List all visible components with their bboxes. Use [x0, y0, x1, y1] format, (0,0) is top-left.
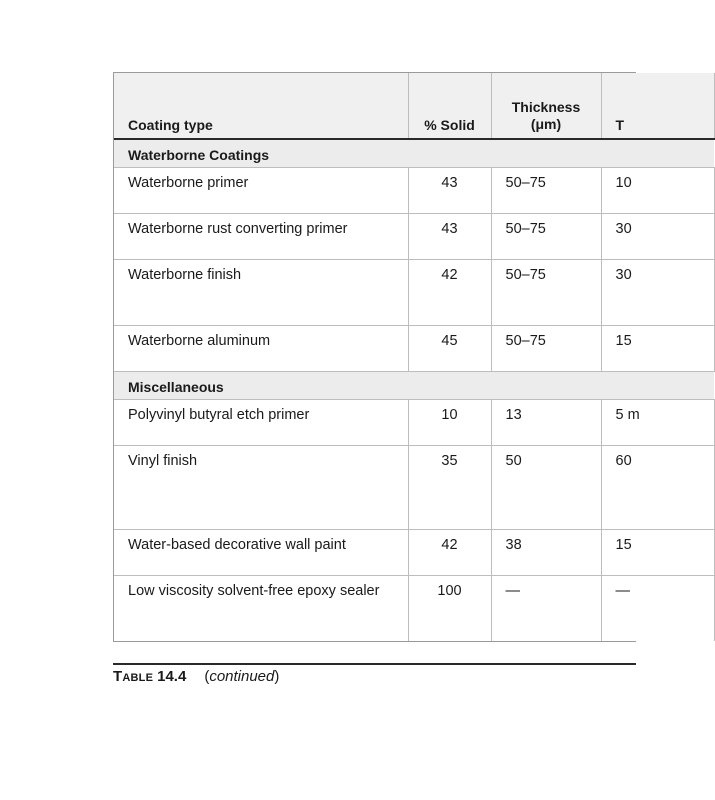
cell-coating-type: Water-based decorative wall paint [114, 529, 408, 575]
cell-fourth: 30 [601, 213, 714, 259]
cell-solid: 100 [408, 575, 491, 641]
caption-number: 14.4 [157, 668, 187, 685]
cell-solid: 10 [408, 399, 491, 445]
table-caption [113, 668, 279, 685]
cell-fourth: 60 [601, 445, 714, 529]
cell-solid: 35 [408, 445, 491, 529]
caption-note [204, 668, 279, 685]
table-row [114, 445, 714, 529]
cell-thickness: 50 [491, 445, 601, 529]
header-coating-type: Coating type [114, 73, 408, 139]
table-row [114, 259, 714, 325]
section-row [114, 371, 714, 399]
cell-coating-type: Waterborne finish [114, 259, 408, 325]
cell-coating-type: Low viscosity solvent-free epoxy sealer [114, 575, 408, 641]
cell-solid: 42 [408, 529, 491, 575]
caption-open-paren: ( [204, 668, 210, 685]
cell-thickness: 50–75 [491, 325, 601, 371]
cell-solid: 43 [408, 167, 491, 213]
cell-solid: 42 [408, 259, 491, 325]
cell-coating-type: Waterborne rust converting primer [114, 213, 408, 259]
cell-coating-type: Waterborne aluminum [114, 325, 408, 371]
caption-close-paren: ) [274, 668, 280, 685]
cell-thickness: 38 [491, 529, 601, 575]
cell-fourth: — [601, 575, 714, 641]
coatings-table [114, 73, 715, 641]
cell-coating-type: Waterborne primer [114, 167, 408, 213]
table-row [114, 529, 714, 575]
header-thickness-line1: Thickness [511, 99, 581, 115]
cell-fourth: 15 [601, 325, 714, 371]
cell-fourth: 10 [601, 167, 714, 213]
cell-solid: 43 [408, 213, 491, 259]
header-fourth-column: T [601, 73, 714, 139]
caption-note-text: continued [209, 668, 275, 685]
cell-coating-type: Vinyl finish [114, 445, 408, 529]
table-row [114, 325, 714, 371]
cell-coating-type: Polyvinyl butyral etch primer [114, 399, 408, 445]
header-thickness [491, 73, 601, 139]
table-row [114, 399, 714, 445]
cell-fourth: 15 [601, 529, 714, 575]
header-solid: % Solid [408, 73, 491, 139]
table-row [114, 167, 714, 213]
cell-thickness: 13 [491, 399, 601, 445]
cell-thickness: 50–75 [491, 167, 601, 213]
header-thickness-line2: (μm) [530, 116, 562, 132]
caption-label: Table [113, 668, 154, 685]
caption-divider [113, 663, 636, 665]
section-title: Miscellaneous [114, 371, 714, 399]
cell-solid: 45 [408, 325, 491, 371]
cell-thickness: — [491, 575, 601, 641]
cell-fourth: 5 m [601, 399, 714, 445]
section-title: Waterborne Coatings [114, 139, 714, 167]
cell-fourth: 30 [601, 259, 714, 325]
section-row [114, 139, 714, 167]
table-row [114, 575, 714, 641]
table-row [114, 213, 714, 259]
coatings-table-container [113, 72, 640, 642]
cell-thickness: 50–75 [491, 213, 601, 259]
header-row [114, 73, 714, 139]
cell-thickness: 50–75 [491, 259, 601, 325]
